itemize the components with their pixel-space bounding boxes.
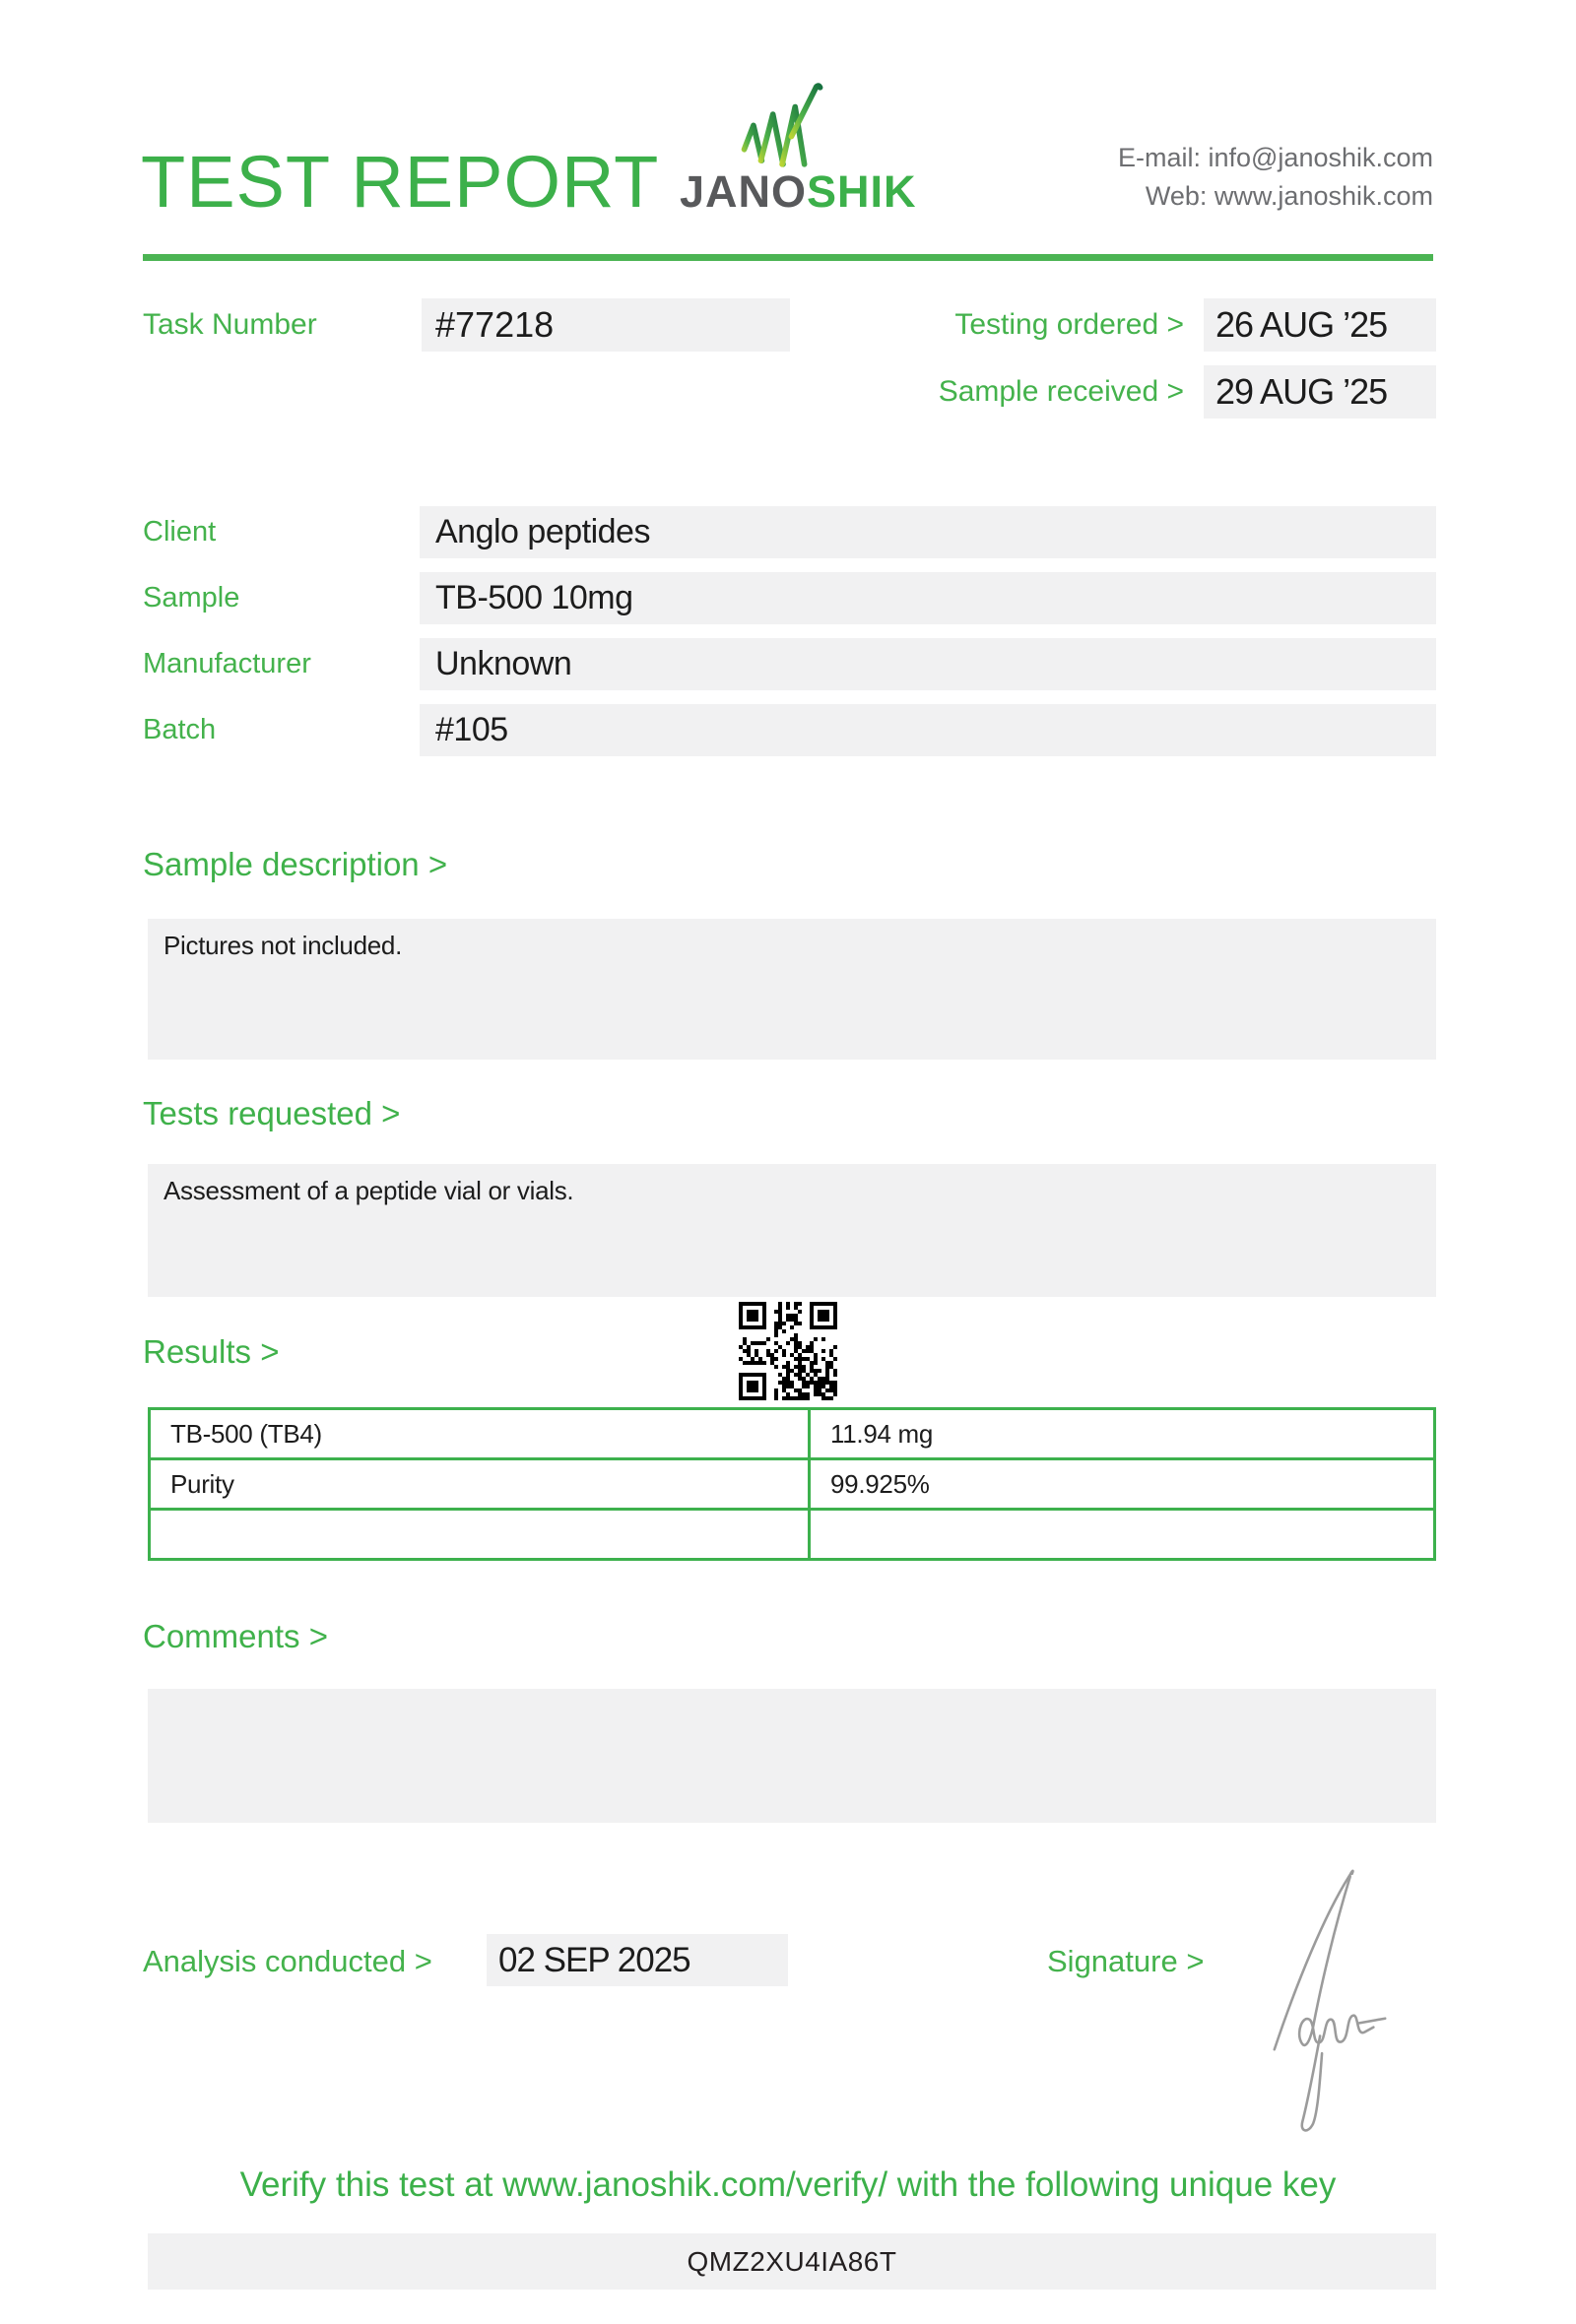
- tests-requested-text: Assessment of a peptide vial or vials.: [164, 1176, 574, 1205]
- comments-heading: Comments >: [143, 1618, 328, 1654]
- testing-ordered-field: [1204, 298, 1436, 352]
- results-table: [148, 1407, 1436, 1561]
- client-field: [420, 506, 1436, 558]
- manufacturer-label: Manufacturer: [143, 648, 311, 679]
- result-name: [150, 1510, 810, 1560]
- manufacturer-row: [143, 638, 1436, 690]
- verify-instruction: Verify this test at www.janoshik.com/verify/ with the following unique key: [239, 2165, 1337, 2204]
- results-row-1: [150, 1409, 1435, 1459]
- batch-value: #105: [435, 711, 508, 748]
- result-value: 11.94 mg: [810, 1409, 1435, 1459]
- result-name: TB-500 (TB4): [150, 1409, 810, 1459]
- analysis-conducted-label: Analysis conducted >: [143, 1944, 432, 1978]
- batch-label: Batch: [143, 714, 217, 745]
- sample-value: TB-500 10mg: [435, 579, 633, 616]
- logo-chart-icon: [737, 79, 829, 167]
- batch-field: [420, 704, 1436, 756]
- web-label: Web:: [1145, 181, 1208, 211]
- comments-text: [148, 1689, 1436, 1701]
- testing-ordered-value: 26 AUG ’25: [1215, 304, 1388, 345]
- contact-web-line: [1118, 177, 1433, 216]
- client-row: [143, 506, 1436, 558]
- page-title: TEST REPORT: [141, 141, 660, 223]
- result-name: Purity: [150, 1459, 810, 1510]
- web-value: www.janoshik.com: [1214, 181, 1433, 211]
- sample-received-field: [1204, 365, 1436, 419]
- manufacturer-field: [420, 638, 1436, 690]
- signature-image: [1264, 1857, 1394, 2139]
- logo-text-shik: SHIK: [807, 166, 917, 217]
- analysis-date-value: 02 SEP 2025: [498, 1941, 690, 1979]
- sample-description-text: Pictures not included.: [164, 931, 402, 960]
- header-divider: [143, 254, 1433, 261]
- sample-received-label: Sample received >: [938, 375, 1184, 408]
- qr-code: [739, 1302, 837, 1400]
- task-number-value: #77218: [435, 304, 555, 345]
- results-heading: Results >: [143, 1333, 280, 1370]
- signature-label: Signature >: [1047, 1944, 1205, 1978]
- manufacturer-value: Unknown: [435, 645, 572, 682]
- results-row-2: [150, 1459, 1435, 1510]
- batch-row: [143, 704, 1436, 756]
- verify-key-field: [148, 2233, 1436, 2290]
- client-value: Anglo peptides: [435, 513, 650, 550]
- result-value: [810, 1510, 1435, 1560]
- contact-block: [1118, 139, 1433, 216]
- testing-ordered-label: Testing ordered >: [954, 308, 1184, 341]
- sample-row: [143, 572, 1436, 624]
- tests-requested-box: [148, 1164, 1436, 1297]
- sample-field: [420, 572, 1436, 624]
- task-number-field: [422, 298, 790, 352]
- email-value: info@janoshik.com: [1208, 143, 1433, 172]
- logo-wordmark: [680, 166, 917, 217]
- sample-description-heading: Sample description >: [143, 846, 448, 882]
- sample-received-value: 29 AUG ’25: [1215, 371, 1388, 412]
- analysis-date-field: [487, 1934, 788, 1986]
- sample-label: Sample: [143, 582, 240, 613]
- client-label: Client: [143, 516, 217, 548]
- email-label: E-mail:: [1117, 143, 1201, 172]
- contact-email-line: [1118, 139, 1433, 177]
- task-number-label: Task Number: [143, 308, 317, 341]
- verify-key-value: QMZ2XU4IA86T: [687, 2246, 897, 2277]
- tests-requested-heading: Tests requested >: [143, 1095, 401, 1131]
- result-value: 99.925%: [810, 1459, 1435, 1510]
- results-row-3: [150, 1510, 1435, 1560]
- logo-text-jano: JANO: [680, 166, 808, 217]
- sample-description-box: [148, 919, 1436, 1060]
- comments-box: [148, 1689, 1436, 1823]
